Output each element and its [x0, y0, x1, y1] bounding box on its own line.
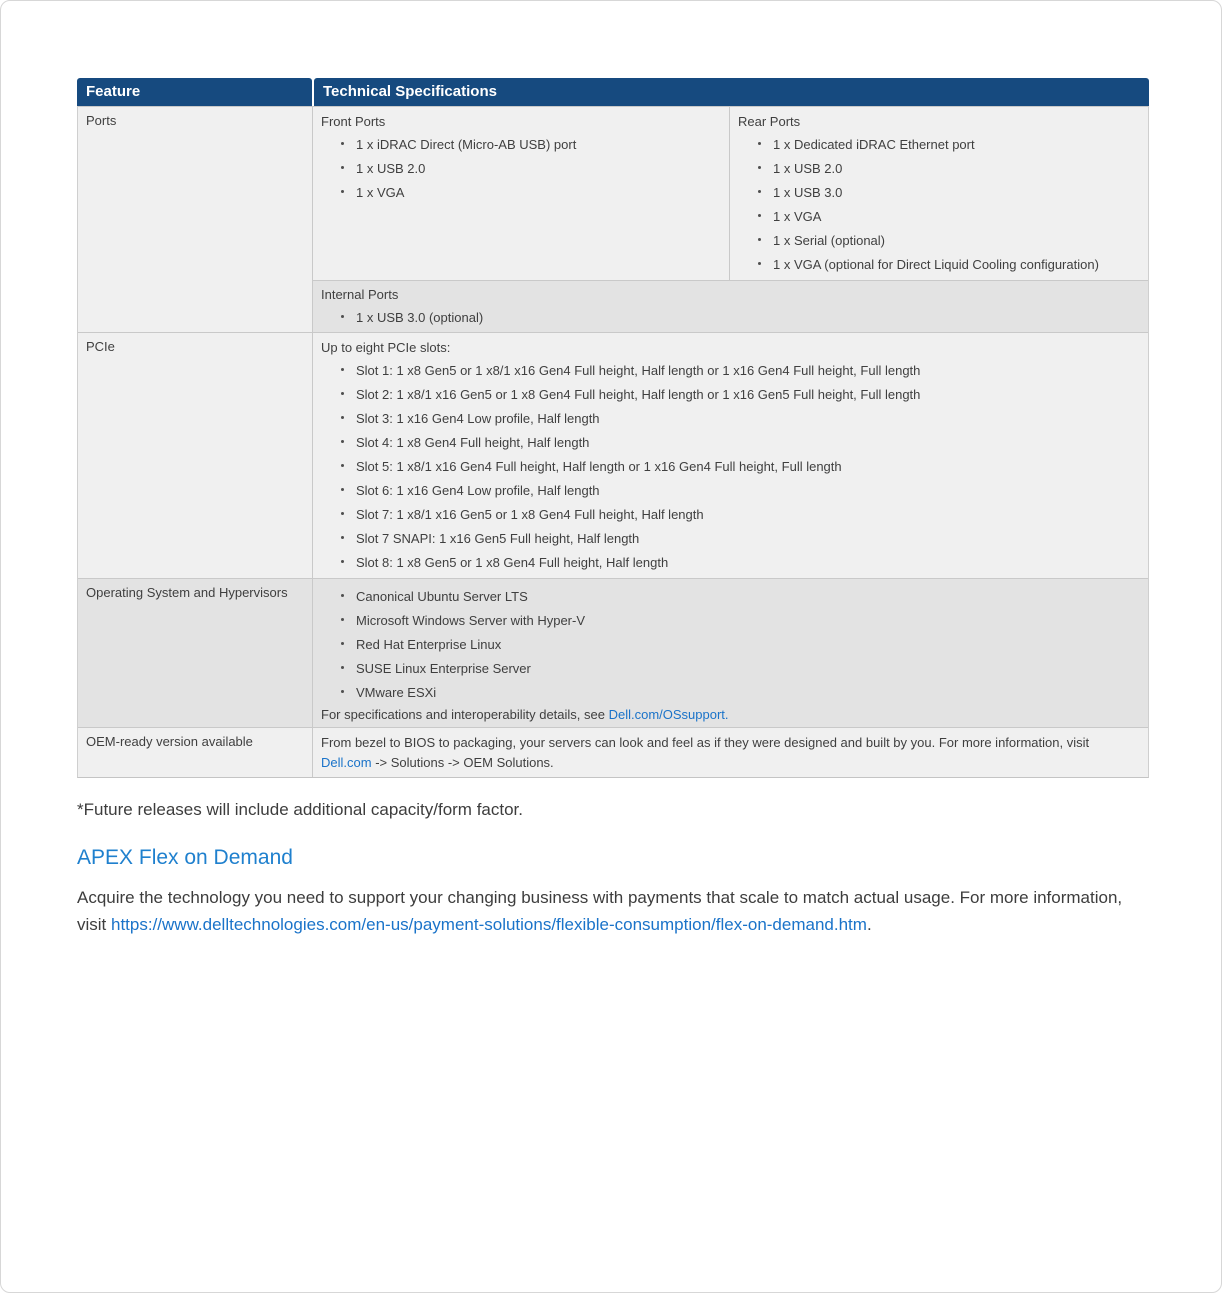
os-support-link[interactable]: Dell.com/OSsupport. [608, 707, 729, 722]
rear-ports-title: Rear Ports [738, 114, 801, 129]
oem-spec-cell [313, 728, 1148, 777]
dell-com-link[interactable]: Dell.com [321, 755, 372, 770]
apex-body-period: . [866, 915, 872, 934]
flex-on-demand-link[interactable]: https://www.delltechnologies.com/en-us/payment-solutions/flexible-consumption/flex-on-demand.htm [111, 915, 867, 934]
os-spec-cell [313, 579, 1148, 727]
oem-text-suffix: -> Solutions -> OEM Solutions. [371, 755, 554, 770]
pcie-slot-item: Slot 1: 1 x8 Gen5 or 1 x8/1 x16 Gen4 Full height, Half length or 1 x16 Gen4 Full height, Full length [321, 358, 1138, 382]
column-header-technical-specifications: Technical Specifications [314, 78, 1149, 106]
os-item: Microsoft Windows Server with Hyper-V [321, 608, 1138, 632]
rear-port-item: 1 x Dedicated iDRAC Ethernet port [738, 132, 1138, 156]
rear-port-item: 1 x USB 3.0 [738, 180, 1138, 204]
os-list [321, 584, 1138, 704]
table-row-pcie [78, 332, 1148, 578]
pcie-spec-cell [313, 333, 1148, 578]
os-item: VMware ESXi [321, 680, 1138, 704]
oem-text-prefix: From bezel to BIOS to packaging, your servers can look and feel as if they were designed and built by you. For more information, visit [321, 735, 1090, 750]
front-port-item: 1 x USB 2.0 [321, 156, 719, 180]
front-ports-cell [313, 107, 729, 280]
pcie-slot-item: Slot 2: 1 x8/1 x16 Gen5 or 1 x8 Gen4 Full height, Half length or 1 x16 Gen5 Full height, Full length [321, 382, 1138, 406]
pcie-slot-item: Slot 3: 1 x16 Gen4 Low profile, Half length [321, 406, 1138, 430]
internal-port-item: 1 x USB 3.0 (optional) [321, 305, 1138, 329]
rear-port-item: 1 x VGA [738, 204, 1138, 228]
front-port-item: 1 x VGA [321, 180, 719, 204]
page-content [77, 79, 1149, 938]
apex-flex-paragraph [77, 884, 1149, 938]
rear-port-item: 1 x Serial (optional) [738, 228, 1138, 252]
internal-ports-title: Internal Ports [321, 287, 399, 302]
column-header-feature: Feature [77, 78, 312, 106]
pcie-slot-item: Slot 4: 1 x8 Gen4 Full height, Half length [321, 430, 1138, 454]
pcie-intro: Up to eight PCIe slots: [321, 340, 451, 355]
table-row-operating-systems [78, 578, 1148, 727]
table-row-oem-ready [78, 727, 1148, 777]
pcie-slot-list [321, 358, 1138, 574]
pcie-slot-item: Slot 7: 1 x8/1 x16 Gen5 or 1 x8 Gen4 Full height, Half length [321, 502, 1138, 526]
pcie-slot-item: Slot 5: 1 x8/1 x16 Gen4 Full height, Half length or 1 x16 Gen4 Full height, Full length [321, 454, 1138, 478]
apex-flex-on-demand-heading: APEX Flex on Demand [77, 846, 293, 869]
front-port-item: 1 x iDRAC Direct (Micro-AB USB) port [321, 132, 719, 156]
apex-body-text: Acquire the technology you need to support your changing business with payments that scale to match actual usage. For more information, visit [77, 888, 1123, 934]
rear-ports-cell [729, 107, 1148, 280]
front-ports-list [321, 132, 719, 204]
table-header-row [77, 78, 1149, 106]
front-ports-title: Front Ports [321, 114, 386, 129]
feature-label-oem-ready: OEM-ready version available [78, 728, 313, 777]
os-item: SUSE Linux Enterprise Server [321, 656, 1138, 680]
ports-spec-area [313, 107, 1148, 332]
feature-label-operating-systems: Operating System and Hypervisors [78, 579, 313, 727]
pcie-slot-item: Slot 7 SNAPI: 1 x16 Gen5 Full height, Half length [321, 526, 1138, 550]
feature-label-ports: Ports [78, 107, 313, 332]
rear-port-item: 1 x USB 2.0 [738, 156, 1138, 180]
os-support-note [321, 706, 1138, 723]
os-note-text: For specifications and interoperability details, see [321, 707, 609, 722]
ports-front-rear-split [313, 107, 1148, 280]
os-item: Red Hat Enterprise Linux [321, 632, 1138, 656]
technical-specifications-table [77, 78, 1149, 778]
table-row-ports [78, 106, 1148, 332]
feature-label-pcie: PCIe [78, 333, 313, 578]
os-item: Canonical Ubuntu Server LTS [321, 584, 1138, 608]
internal-ports-cell [313, 280, 1148, 332]
future-releases-footnote: *Future releases will include additional capacity/form factor. [77, 800, 523, 819]
internal-ports-list [321, 305, 1138, 329]
pcie-slot-item: Slot 6: 1 x16 Gen4 Low profile, Half length [321, 478, 1138, 502]
rear-ports-list [738, 132, 1138, 276]
pcie-slot-item: Slot 8: 1 x8 Gen5 or 1 x8 Gen4 Full height, Half length [321, 550, 1138, 574]
rear-port-item: 1 x VGA (optional for Direct Liquid Cooling configuration) [738, 252, 1138, 276]
